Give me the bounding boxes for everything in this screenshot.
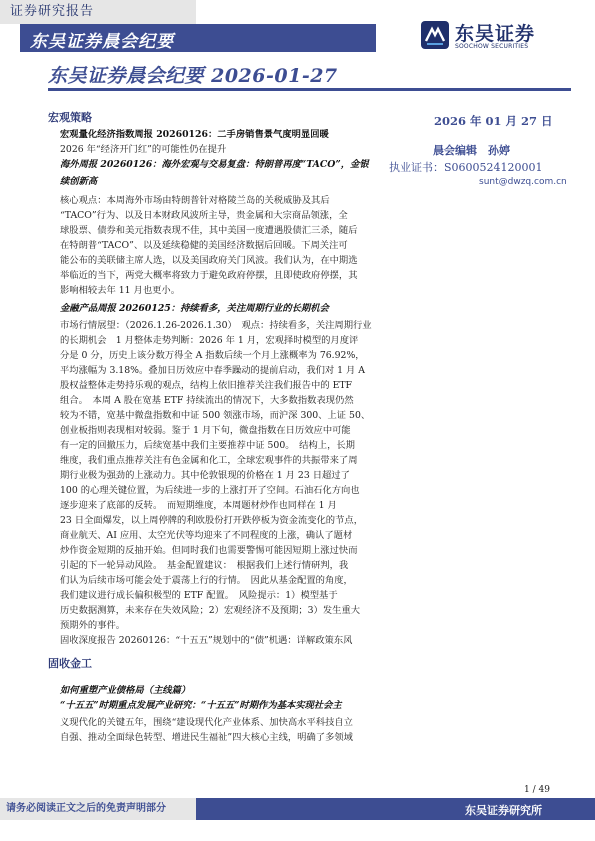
logo-text-cn: 东吴证券 [455,23,536,45]
page-number: 1 / 49 [524,785,550,795]
certificate-number: 执业证书：S0600524120001 [389,161,543,174]
report-date: 2026 年 01 月 27 日 [434,114,553,128]
header-band [20,24,376,52]
body-line: 平均涨幅为 3.18%。叠加日历效应中春季躁动的提前启动，我们对 1 月 A [60,365,365,376]
body-line: 举临近的当下，两党大概率将致力于避免政府停摆，且即使政府停摆，其 [60,270,358,281]
report-headline: 如何重塑产业债格局（主线篇） [60,685,191,696]
body-line: 引起的下一轮异动风险。 基金配置建议： 根据我们上述行情研判，我 [60,560,349,571]
body-line: 固收深度报告 20260126：“十五五”规划中的“债”机遇：详解政策东风 [60,635,353,646]
report-headline: “十五五”时期重点发展产业研究：“十五五”时期作为基本实现社会主 [60,700,342,711]
body-line: 球股票、债券和美元指数表现不佳，其中美国一度遭遇股债汇三杀，随后 [60,225,358,236]
report-headline: 宏观量化经济指数周报 20260126：二手房销售景气度明显回暖 [60,129,329,140]
document-title: 东吴证券晨会纪要 2026-01-27 [48,65,338,87]
body-line: 核心观点：本周海外市场由特朗普针对格陵兰岛的关税威胁及其后 [60,195,330,206]
body-line: 较为不错，宽基中微盘指数和中证 500 领涨市场，而沪深 300、上证 50、 [60,410,371,421]
body-line: 组合。 本周 A 股在宽基 ETF 持续流出的情况下，大多数指数表现仍然 [60,395,354,406]
body-line: 分是 0 分，历史上该分数万得全 A 指数后续一个月上涨概率为 76.92%， [60,350,365,361]
body-line: 们认为后续市场可能会处于震荡上行的行情。 因此从基金配置的角度， [60,575,353,586]
body-line: 炒作资金短期的反抽开始。但同时我们也需要警惕可能因短期上涨过快而 [60,545,358,556]
section-heading-fixed-income: 固收金工 [48,657,92,670]
body-line: 商业航天、AI 应用、太空光伏等均迎来了不同程度的上涨，确认了题材 [60,530,353,541]
body-line: 历史数据测算，未来存在失效风险；2）宏观经济不及预期；3）发生重大 [60,605,361,616]
title-rule [48,88,571,91]
body-line: 市场行情展望：（2026.1.26-2026.1.30） 观点：持续看多，关注周期行业 [60,320,372,331]
body-line: 100 的心理关键位置，为后续进一步的上涨打开了空间。石油石化方向也 [60,485,360,496]
editor-name: 晨会编辑 孙婷 [433,144,510,157]
footer-organization: 东吴证券研究所 [465,804,542,817]
body-line: 23 日全面爆发，以上周停牌的利欧股份打开跌停板为资金流变化的节点， [60,515,363,526]
body-line: 维度，我们重点推荐关注有色金属和化工，全球宏观事件的共振带来了周 [60,455,358,466]
header-band-title: 东吴证券晨会纪要 [30,32,174,52]
disclaimer-notice[interactable]: 请务必阅读正文之后的免责声明部分 [0,798,196,820]
body-line: 的长期机会 1 月整体走势判断：2026 年 1 月，宏观择时模型的月度评 [60,335,359,346]
report-headline: 金融产品周报 20260125：持续看多，关注周期行业的长期机会 [60,303,329,314]
body-line: 影响相较去年 11 月也更小。 [60,285,181,296]
report-category: 证券研究报告 [0,0,196,24]
body-line: 2026 年“经济开门红”的可能性仍在提升 [60,144,227,155]
editor-email[interactable]: sunt@dwzq.com.cn [479,177,567,187]
body-line: 我们建议进行成长偏积极型的 ETF 配置。 风险提示：1）模型基于 [60,590,338,601]
logo-mark-icon [421,21,449,49]
report-headline: 海外周报 20260126：海外宏观与交易复盘：特朗普再度“TACO”，金银 [60,159,369,170]
report-headline: 续创新高 [60,176,98,187]
body-line: 预期外的事件。 [60,620,126,631]
logo-text-en: SOOCHOW SECURITIES [455,43,529,50]
body-line: 创业板指则表现相对较弱。鉴于 1 月下旬，微盘指数在日历效应中可能 [60,425,351,436]
body-line: 期行业极为强劲的上涨动力。其中伦敦银现的价格在 1 月 23 日超过了 [60,470,350,481]
body-line: “TACO”行为、以及日本财政风波所主导，贵金属和大宗商品领涨，全 [60,210,348,221]
body-line: 义现代化的关键五年，围绕“建设现代化产业体系、加快高水平科技自立 [60,717,353,728]
body-line: 有一定的回撤压力，后续宽基中我们主要推荐中证 500。 结构上，长期 [60,440,355,451]
body-line: 在特朗普“TACO”、以及延续稳健的美国经济数据后回暖。下周关注可 [60,240,348,251]
body-line: 能公布的美联储主席人选，以及美国政府关门风波。我们认为，在中期选 [60,255,358,266]
company-logo [421,21,571,51]
body-line: 逐步迎来了底部的反转。 而短期维度，本周题材炒作也同样在 1 月 [60,500,337,511]
body-line: 股权益整体走势持乐观的观点，结构上依旧推荐关注我们报告中的 ETF [60,380,353,391]
body-line: 自强、推动全面绿色转型、增进民生福祉”四大核心主线，明确了多领域 [60,732,353,743]
section-heading-macro: 宏观策略 [48,111,92,124]
